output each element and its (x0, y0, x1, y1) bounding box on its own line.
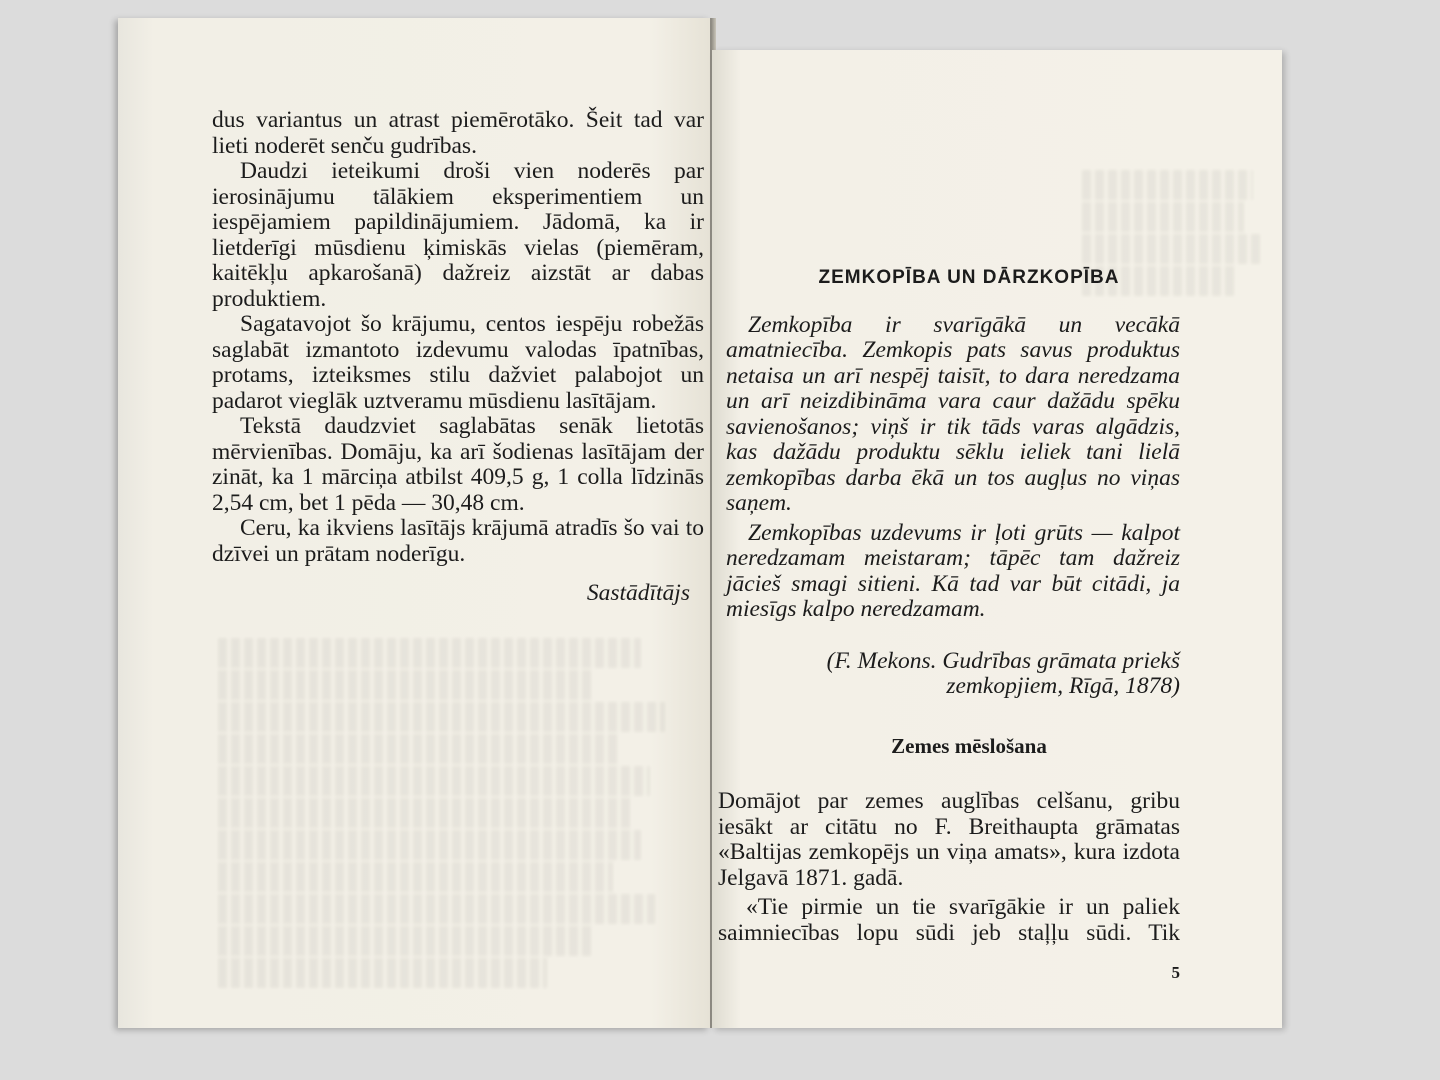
attribution-line: zemkopjiem, Rīgā, 1878) (946, 673, 1180, 699)
paragraph: dus variantus un atrast piemērotāko. Šeit tad var lieti noderēt senču gudrības. (212, 107, 704, 159)
left-page (118, 18, 710, 1028)
epigraph-paragraph: Zemkopības uzdevums ir ļoti grūts — kalpot neredzamam meistaram; tāpēc tam dažreiz jācieš smagi sitieni. Kā tad var būt citādi, ja miesīgs kalpo neredzamam. (726, 519, 1180, 622)
paragraph: Domājot par zemes auglības celšanu, gribu iesākt ar citātu no F. Breithaupta grāmatas «Baltijas zemkopējs un viņa amats», kura izdota Jelgavā 1871. gadā. (718, 788, 1180, 891)
attribution-line: (F. Mekons. Gudrības grāmata priekš (826, 647, 1180, 674)
section-title: Zemes mēslošana (891, 733, 1047, 758)
left-page-text (212, 108, 704, 607)
epigraph-attribution (718, 649, 1180, 700)
signature: Sastādītājs (586, 580, 690, 606)
paragraph: Daudzi ieteikumi droši vien noderēs par ierosinājumu tālākiem eksperimentiem un iespējamiem papildinājumiem. Jādomā, ka ir lietderīgi mūsdienu ķimiskās vielas (piemēram, kaitēkļu apkarošanā) dažreiz aizstāt ar dabas produktiem. (212, 158, 704, 312)
paragraph: Sagatavojot šo krājumu, centos iespēju robežās saglabāt izmantoto izdevumu valodas īpatnības, protams, izteiksmes stilu dažviet palabojot un padarot vieglāk uztveramu mūsdienu lasītājam. (212, 311, 704, 414)
paragraph: Ceru, ka ikviens lasītājs krājumā atradīs šo vai to dzīvei un prātam noderīgu. (212, 515, 704, 567)
epigraph (718, 313, 1180, 623)
right-page (712, 50, 1282, 1028)
paragraph: Tekstā daudzviet saglabātas senāk lietotās mērvienības. Domāju, ka arī šodienas lasītājam der zināt, ka 1 mārciņa atbilst 409,5 g, 1 colla līdzinās 2,54 cm, bet 1 pēda — 30,48 cm. (212, 413, 704, 516)
right-page-text (718, 265, 1180, 946)
chapter-title: ZEMKOPĪBA UN DĀRZKOPĪBA (818, 267, 1120, 288)
show-through-text (218, 638, 688, 990)
page-number: 5 (1171, 963, 1180, 982)
paragraph: «Tie pirmie un tie svarīgākie ir un paliek saimniecības lopu sūdi jeb staļļu sūdi. Tik (718, 894, 1180, 946)
epigraph-paragraph: Zemkopība ir svarīgākā un vecākā amatniecība. Zemkopis pats savus produktus netaisa un arī nespēj taisīt, to dara neredzama un arī neizdibināma vara caur dažādu spēku savienošanos; viņš ir tik tāds varas algādzis, kas dažādu produktu sēklu ieliek tani lielā zemkopības darba ēkā un tos augļus no viņas saņem. (726, 311, 1180, 516)
